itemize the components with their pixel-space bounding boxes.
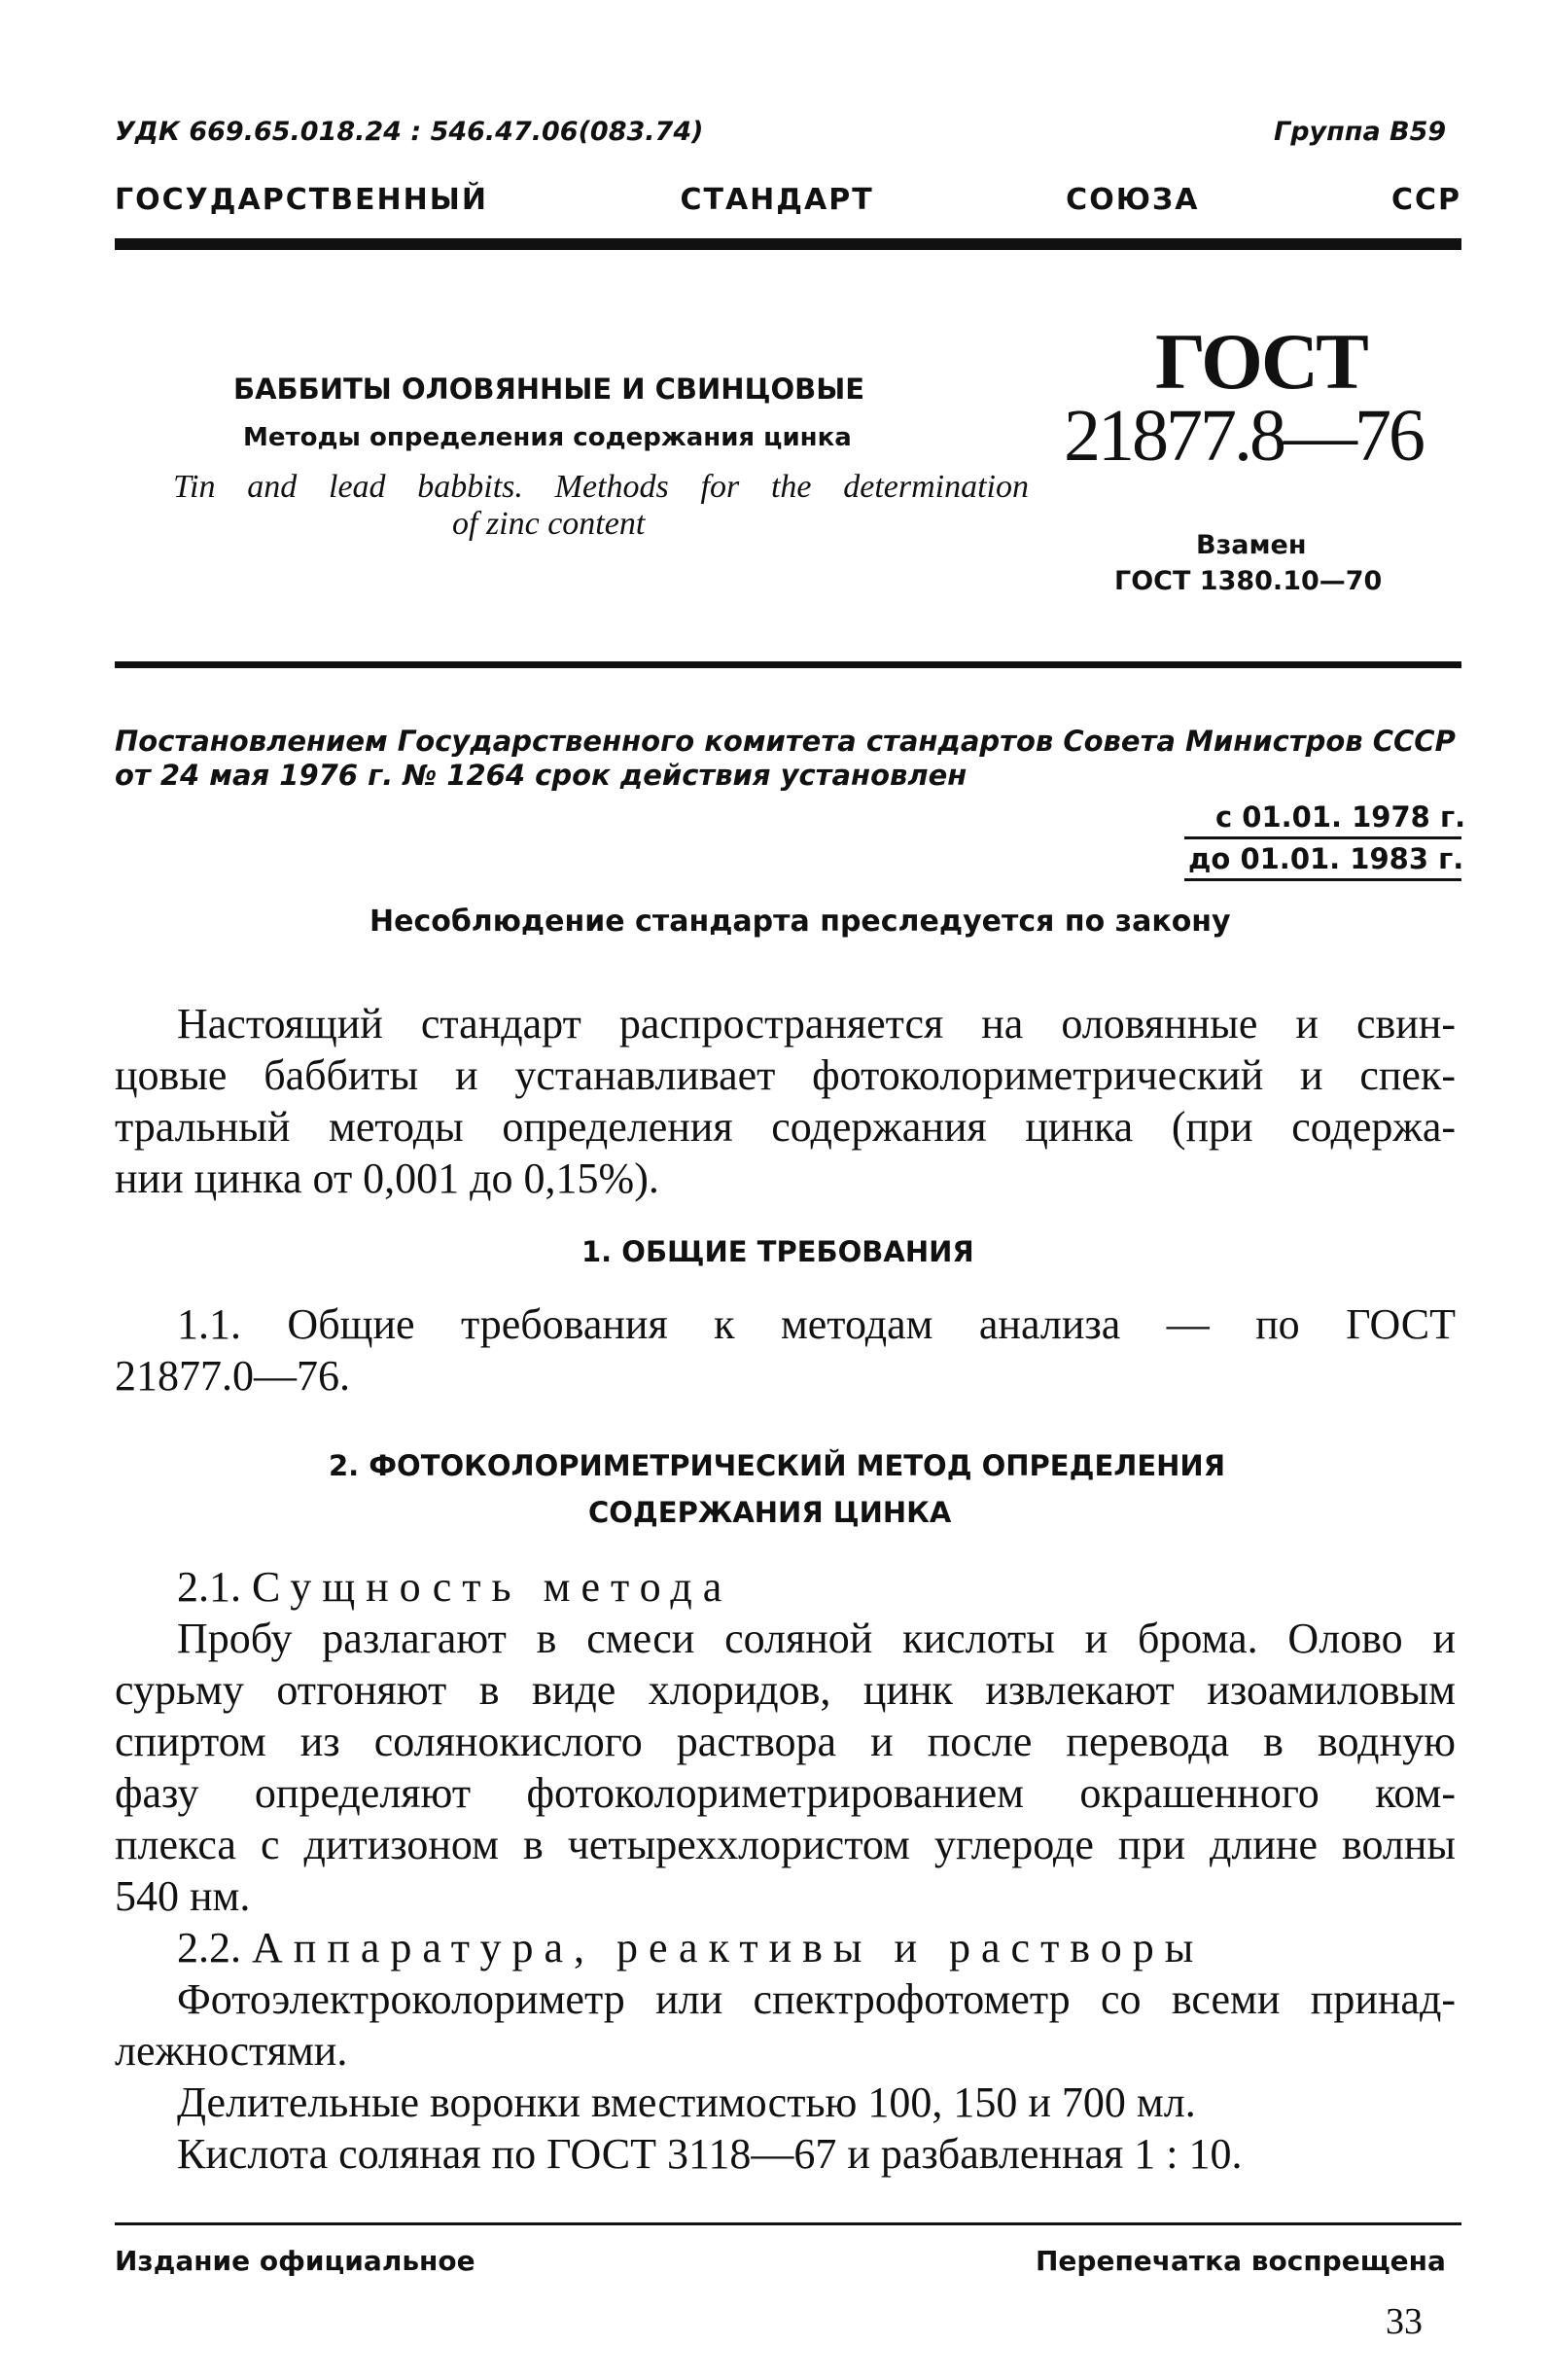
p21-line5: плекса с дитизоном в четыреххлористом углероде при длине волны xyxy=(115,1821,1456,1868)
section1-p1-line2: 21877.0—76. xyxy=(115,1352,350,1400)
gost-label: ГОСТ xyxy=(1155,317,1366,406)
p21-line2: сурьму отгоняют в виде хлоридов, цинк извлекают изоамиловым xyxy=(115,1666,1456,1714)
p21-line1: Пробу разлагают в смеси соляной кислоты и брома. Олово и xyxy=(177,1615,1456,1662)
p21-title: Сущность метода xyxy=(252,1563,733,1611)
gost-number: 21877.8—76 xyxy=(1064,395,1423,477)
date-rule-2 xyxy=(1184,878,1461,881)
p22-title: Аппаратура, реактивы и растворы xyxy=(252,1924,1205,1971)
group-code: Группа В59 xyxy=(1274,117,1447,147)
title-en-line2: of zinc content xyxy=(452,506,646,542)
reprint-notice: Перепечатка воспрещена xyxy=(1036,2245,1446,2277)
intro-line3: тральный методы определения содержания цинка (при содержа- xyxy=(115,1103,1456,1151)
violation-notice: Несоблюдение стандарта преследуется по закону xyxy=(369,905,1231,939)
intro-line2: цовые баббиты и устанавливает фотоколориметрический и спек- xyxy=(115,1051,1456,1099)
replaces-label: Взамен xyxy=(1196,530,1307,560)
section2-heading-line1: 2. ФОТОКОЛОРИМЕТРИЧЕСКИЙ МЕТОД ОПРЕДЕЛЕНИЯ xyxy=(329,1449,1226,1482)
p22-line3: Делительные воронки вместимостью 100, 150 и 700 мл. xyxy=(177,2078,1196,2126)
title-rule xyxy=(115,661,1461,668)
effective-to: до 01.01. 1983 г. xyxy=(1188,842,1464,875)
p21-number: 2.1. xyxy=(177,1563,241,1611)
title-en-line1: Tin and lead babbits. Methods for the determination xyxy=(173,469,1029,505)
decree-line1: Постановлением Государственного комитета стандартов Совета Министров СССР xyxy=(115,725,1456,758)
udc-code: УДК 669.65.018.24 : 546.47.06(083.74) xyxy=(115,117,704,147)
p22-number: 2.2. xyxy=(177,1924,241,1971)
banner-rule xyxy=(115,238,1461,250)
p22-line2: лежностями. xyxy=(115,2027,348,2075)
p22-line4: Кислота соляная по ГОСТ 3118—67 и разбавленная 1 : 10. xyxy=(177,2130,1243,2178)
p22-heading xyxy=(177,1922,1204,1973)
p21-line6: 540 нм. xyxy=(115,1872,251,1920)
p21-heading xyxy=(177,1561,732,1613)
page-number: 33 xyxy=(1386,2301,1423,2342)
standard-banner: ГОСУДАРСТВЕННЫЙ СТАНДАРТ СОЮЗА ССР xyxy=(115,183,1461,217)
replaces-number: ГОСТ 1380.10—70 xyxy=(1114,566,1383,596)
intro-line4: нии цинка от 0,001 до 0,15%). xyxy=(115,1154,659,1202)
p21-line4: фазу определяют фотоколориметрированием окрашенного ком- xyxy=(115,1769,1456,1817)
decree-line2: от 24 мая 1976 г. № 1264 срок действия установлен xyxy=(115,759,968,792)
edition-label: Издание официальное xyxy=(115,2245,475,2277)
effective-from: с 01.01. 1978 г. xyxy=(1215,800,1466,834)
subtitle-ru: Методы определения содержания цинка xyxy=(243,423,852,452)
p21-line3: спиртом из солянокислого раствора и после перевода в водную xyxy=(115,1718,1456,1765)
footer-rule xyxy=(115,2222,1461,2225)
section1-p1-line1: 1.1. Общие требования к методам анализа — по ГОСТ xyxy=(177,1300,1456,1348)
intro-line1: Настоящий стандарт распространяется на оловянные и свин- xyxy=(177,1000,1456,1048)
p22-line1: Фотоэлектроколориметр или спектрофотометр со всеми принад- xyxy=(177,1975,1456,2023)
title-ru: БАББИТЫ ОЛОВЯННЫЕ И СВИНЦОВЫЕ xyxy=(233,373,865,406)
section1-heading: 1. ОБЩИЕ ТРЕБОВАНИЯ xyxy=(581,1235,974,1268)
section2-heading-line2: СОДЕРЖАНИЯ ЦИНКА xyxy=(588,1496,952,1529)
date-rule xyxy=(1184,836,1461,839)
